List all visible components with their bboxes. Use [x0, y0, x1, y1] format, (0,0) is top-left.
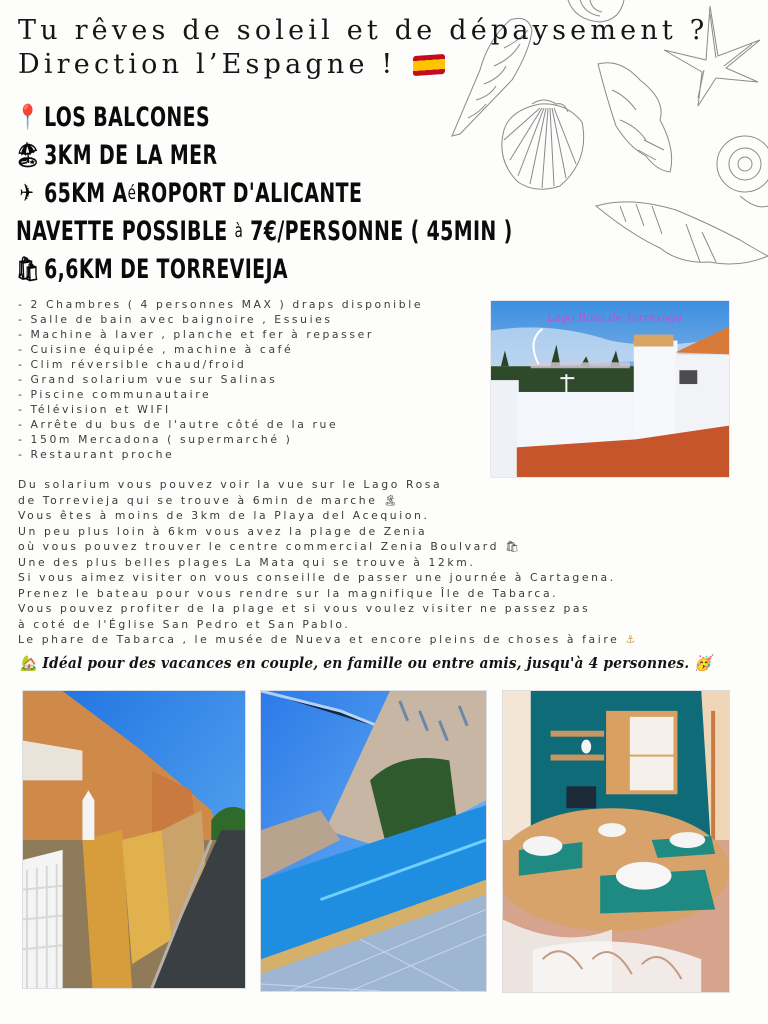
description-line: Vous êtes à moins de 3km de la Playa del Acequion. — [18, 509, 430, 522]
feature-item: - Grand solarium vue sur Salinas — [18, 373, 278, 386]
partying-face-icon: 🥳 — [694, 654, 712, 672]
highlight-location: 📍 LOS BALCONES — [16, 101, 211, 133]
description-line: Une des plus belles plages La Mata qui se trouve à 12km. — [18, 555, 476, 569]
house-garden-icon: 🏡 — [20, 654, 38, 672]
street-facade-photo — [22, 690, 246, 989]
desert-island-icon: 🏝 — [383, 493, 400, 507]
description-line: de Torrevieja qui se trouve à 6min de marche 🏝 — [18, 493, 400, 507]
description-line: Le phare de Tabarca , le musée de Nueva et encore pleins de choses à faire ⚓ — [18, 633, 638, 646]
shopping-bags-icon: 🛍 — [505, 540, 522, 553]
feature-item: - Cuisine équipée , machine à café — [18, 343, 294, 356]
tagline-text: Idéal pour des vacances en couple, en famille ou entre amis, jusqu'à 4 personnes. — [42, 654, 690, 672]
feature-item: - Arrête du bus de l'autre côté de la rue — [18, 418, 339, 431]
street-facade-graphic — [23, 691, 245, 988]
highlight-torrevieja: 🛍 6,6KM DE TORREVIEJA — [16, 253, 288, 285]
description-line: Vous pouvez profiter de la plage et si vous voulez visiter ne passez pas — [18, 602, 591, 615]
feature-item: - Piscine communautaire — [18, 388, 212, 401]
highlight-airport: ✈ 65KM A é ROPORT D'ALICANTE — [16, 174, 513, 212]
title-line-2: Direction l’Espagne ! — [18, 48, 768, 82]
feature-item: - 150m Mercadona ( supermarché ) — [18, 433, 293, 446]
dining-room-photo — [502, 690, 730, 993]
photo-caption: Lago Rosa de Torrevieja — [547, 311, 683, 324]
description-text — [18, 477, 638, 648]
feature-item: - Clim réversible chaud/froid — [18, 358, 247, 371]
feature-item: - Salle de bain avec baignoire , Essuies — [18, 313, 333, 326]
tagline — [20, 654, 712, 672]
feature-item: - 2 Chambres ( 4 personnes MAX ) draps disponible — [18, 298, 424, 311]
shopping-bags-icon: 🛍 — [16, 255, 41, 283]
solarium-photo-graphic — [491, 301, 729, 477]
description-line: à coté de l'Église San Pedro et San Pablo. — [18, 617, 351, 631]
feature-item: - Télévision et WIFI — [18, 403, 171, 416]
solarium-terrace-photo — [490, 300, 730, 478]
feature-item: - Machine à laver , planche et fer à repasser — [18, 328, 374, 341]
page-title — [18, 14, 768, 82]
description-line: Si vous aimez visiter on vous conseille de passer une journée à Cartagena. — [18, 571, 616, 584]
community-pool-graphic — [261, 691, 486, 991]
description-line: Un peu plus loin à 6km vous avez la plage de Zenia — [18, 524, 428, 538]
features-list — [18, 297, 423, 462]
feature-item: - Restaurant proche — [18, 448, 175, 461]
community-pool-photo — [260, 690, 487, 992]
description-line: Du solarium vous pouvez voir la vue sur le Lago Rosa — [18, 478, 443, 491]
highlight-shuttle: NAVETTE POSSIBLE à 7€/PERSONNE ( 45MIN ) — [16, 215, 513, 247]
description-line: où vous pouvez trouver le centre commercial Zenia Boulvard 🛍 — [18, 540, 522, 553]
highlight-sea-distance: 🏖 3KM DE LA MER — [16, 139, 218, 171]
beach-umbrella-icon: 🏖 — [16, 141, 41, 169]
description-line: Prenez le bateau pour vous rendre sur la magnifique Île de Tabarca. — [18, 586, 559, 600]
anchor-icon: ⚓ — [625, 633, 638, 646]
highlights-list — [16, 98, 653, 288]
round-pushpin-icon: 📍 — [16, 103, 40, 131]
dining-room-graphic — [503, 691, 729, 992]
title-line-1: Tu rêves de soleil et de dépaysement ? — [18, 15, 709, 46]
spain-flag-icon — [413, 54, 445, 76]
airplane-icon: ✈ — [19, 179, 35, 207]
